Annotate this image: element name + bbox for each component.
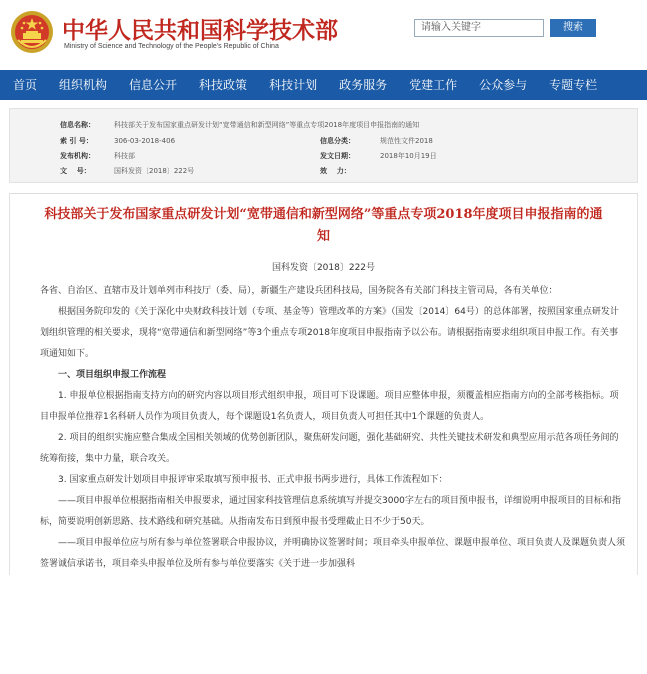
- meta-name-label: 信息名称：: [60, 121, 95, 129]
- nav-item-party[interactable]: 党建工作: [409, 78, 458, 92]
- paragraph-step-1: ——项目申报单位根据指南相关申报要求，通过国家科技管理信息系统填写并提交3000字左右的项目预申报书，详细说明申报项目的目标和指标，简要说明创新思路、技术路线和研究基础。从指南发布日到预申报书受理截止日不少于50天。: [40, 496, 621, 527]
- article-text: [10, 273, 637, 575]
- meta-date-label: 发文日期：: [320, 152, 355, 160]
- national-emblem-icon: [10, 10, 54, 54]
- main-nav: [0, 70, 647, 100]
- article-title: 科技部关于发布国家重点研发计划“宽带通信和新型网络”等重点专项2018年度项目申报指南的通知: [44, 207, 603, 244]
- site-subtitle: Ministry of Science and Technology of the People's Republic of China: [64, 43, 279, 50]
- article-body: [9, 193, 638, 575]
- meta-row-name: [10, 119, 637, 132]
- paragraph-intro: 根据国务院印发的《关于深化中央财政科技计划（专项、基金等）管理改革的方案》（国发〔2014〕64号）的总体部署，按照国家重点研发计划组织管理的相关要求，现将“宽带通信和新型网络”等3个重点专项2018年度项目申报指南予以公布。请根据指南要求组织项目申报工作。有关事项通知如下。: [40, 307, 619, 359]
- paragraph-addressees: 各省、自治区、直辖市及计划单列市科技厅（委、局），新疆生产建设兵团科技局，国务院各有关部门科技主管司局，各有关单位：: [40, 286, 558, 296]
- section-heading-1: 一、项目组织申报工作流程: [58, 370, 167, 380]
- paragraph-step-2: ——项目申报单位应与所有参与单位签署联合申报协议，并明确协议签署时间；项目牵头申报单位、课题申报单位、项目负责人及课题负责人须签署诚信承诺书，项目牵头申报单位及所有参与单位要落实《关于进一步加强科: [40, 538, 626, 569]
- site-title: 中华人民共和国科学技术部: [62, 17, 338, 44]
- meta-docno-value: 国科发资〔2018〕222号: [114, 167, 195, 175]
- meta-name-value: 科技部关于发布国家重点研发计划“宽带通信和新型网络”等重点专项2018年度项目申报指南的通知: [114, 121, 420, 129]
- meta-row-index: [10, 135, 637, 148]
- nav-item-home[interactable]: 首页: [13, 78, 38, 92]
- nav-item-topics[interactable]: 专题专栏: [549, 78, 598, 92]
- nav-item-organization[interactable]: 组织机构: [59, 78, 108, 92]
- paragraph-item-1: 1. 申报单位根据指南支持方向的研究内容以项目形式组织申报，项目可下设课题。项目应整体申报，须覆盖相应指南方向的全部考核指标。项目申报单位推荐1名科研人员作为项目负责人，每个课题设1名负责人，项目负责人可担任其中1个课题的负责人。: [40, 391, 619, 422]
- nav-item-services[interactable]: 政务服务: [339, 78, 388, 92]
- nav-item-public[interactable]: 公众参与: [479, 78, 528, 92]
- nav-item-info-disclosure[interactable]: 信息公开: [129, 78, 178, 92]
- nav-item-policy[interactable]: 科技政策: [199, 78, 248, 92]
- meta-validity-label: 效 力：: [320, 167, 351, 175]
- nav-item-programs[interactable]: 科技计划: [269, 78, 318, 92]
- meta-agency-value: 科技部: [114, 152, 135, 160]
- article-doc-number: 国科发资〔2018〕222号: [271, 263, 376, 273]
- paragraph-item-2: 2. 项目的组织实施应整合集成全国相关领域的优势创新团队，聚焦研发问题，强化基础研究、共性关键技术研发和典型应用示范各项任务间的统筹衔接，集中力量，联合攻关。: [40, 433, 619, 464]
- document-meta: [9, 108, 638, 183]
- meta-category-value: 规范性文件2018: [380, 137, 433, 145]
- meta-index-label: 索 引 号：: [60, 137, 93, 145]
- meta-category-label: 信息分类：: [320, 137, 355, 145]
- paragraph-item-3: 3. 国家重点研发计划项目申报评审采取填写预申报书、正式申报书两步进行，具体工作流程如下：: [58, 475, 448, 485]
- meta-row-agency: [10, 150, 637, 163]
- site-header: [0, 0, 647, 70]
- meta-index-value: 306-03-2018-406: [114, 137, 176, 145]
- meta-date-value: 2018年10月19日: [380, 152, 437, 160]
- search-input[interactable]: 请输入关键字: [414, 19, 544, 37]
- meta-row-docno: [10, 165, 637, 178]
- meta-agency-label: 发布机构：: [60, 152, 95, 160]
- meta-docno-label: 文 号：: [60, 167, 91, 175]
- search-button[interactable]: 搜索: [550, 19, 596, 37]
